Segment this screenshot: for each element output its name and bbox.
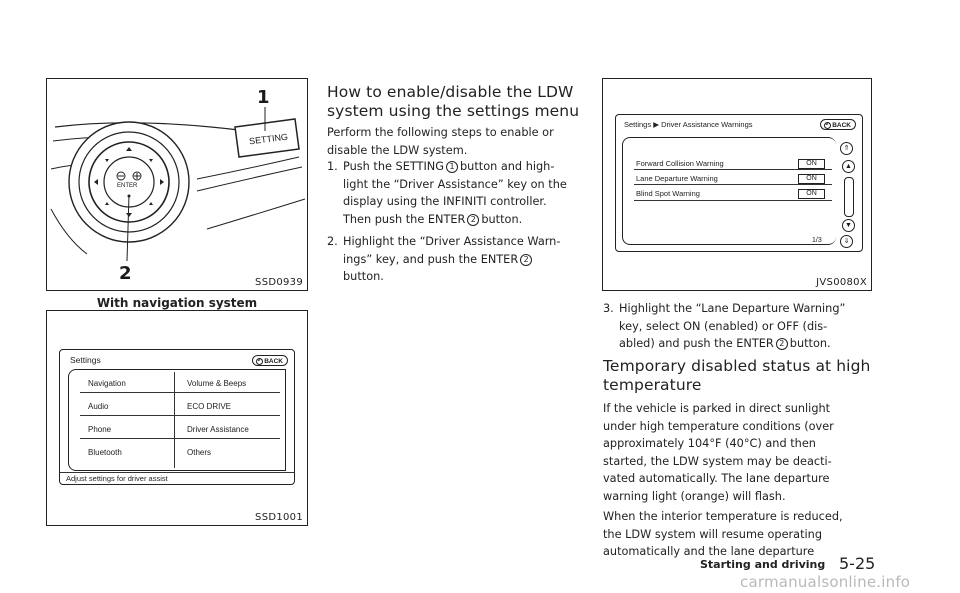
- enter-label: ENTER: [117, 183, 138, 189]
- figure-code: JVS0080X: [816, 277, 867, 288]
- step-2: 2. Highlight the “Driver Assistance Warn- ings” key, and push the ENTER 2 button.: [327, 235, 561, 283]
- menu-item-navigation[interactable]: Navigation: [88, 379, 126, 388]
- row-label-blind-spot[interactable]: Blind Spot Warning: [636, 189, 700, 198]
- menu-item-volume-beeps[interactable]: Volume & Beeps: [187, 379, 247, 388]
- back-arrow-icon: ↶: [257, 357, 262, 364]
- callout-2: 2: [119, 263, 132, 284]
- menu-item-eco-drive[interactable]: ECO DRIVE: [187, 402, 232, 411]
- menu-item-others[interactable]: Others: [187, 448, 212, 457]
- toggle-lane-departure[interactable]: ON: [798, 174, 825, 184]
- row-label-forward-collision[interactable]: Forward Collision Warning: [636, 159, 724, 168]
- figure-driver-assistance-warnings: [602, 78, 872, 291]
- paragraph-high-temperature: If the vehicle is parked in direct sunlight under high temperature conditions (over approximately 104°F (40°C) and then started, the LDW system may be deacti- vated automatically. The lane departure warning light (orange) will flash.: [603, 402, 834, 503]
- callout-2-icon: 2: [520, 254, 532, 266]
- figure-settings-menu: [46, 310, 308, 526]
- callout-1-icon: 1: [446, 161, 458, 173]
- scroll-top-icon[interactable]: ⇑: [840, 142, 853, 155]
- scroll-up-icon[interactable]: ▲: [842, 160, 855, 173]
- page-number: 5-25: [839, 554, 876, 573]
- controller-illustration: [47, 79, 307, 290]
- toggle-forward-collision[interactable]: ON: [798, 159, 825, 169]
- screen-title: Settings: [70, 355, 101, 365]
- figure-controller: [46, 78, 308, 291]
- scroll-down-icon[interactable]: ▼: [842, 219, 855, 232]
- setting-button-label: SETTING: [248, 131, 289, 147]
- callout-2-icon: 2: [776, 338, 788, 350]
- paragraph-resume: When the interior temperature is reduced, the LDW system will resume operating automatically and the lane departure: [603, 510, 843, 558]
- heading-temporary-disabled: Temporary disabled status at high temperature: [603, 357, 871, 394]
- screen-title: Settings ▶ Driver Assistance Warnings: [624, 120, 753, 129]
- pager-text: 1/3: [812, 237, 822, 244]
- step-3: 3. Highlight the “Lane Departure Warning” key, select ON (enabled) or OFF (dis- abled) and push the ENTER 2 button.: [603, 302, 846, 350]
- callout-1: 1: [257, 87, 270, 108]
- menu-item-phone[interactable]: Phone: [88, 425, 112, 434]
- back-button[interactable]: ↶ BACK: [252, 355, 288, 366]
- scrollbar[interactable]: [844, 177, 854, 217]
- menu-item-bluetooth[interactable]: Bluetooth: [88, 448, 122, 457]
- figure-code: SSD1001: [255, 512, 303, 523]
- callout-2-icon: 2: [467, 214, 479, 226]
- toggle-blind-spot[interactable]: ON: [798, 189, 825, 199]
- breadcrumb-arrow-icon: ▶: [653, 120, 659, 129]
- back-arrow-icon: ↶: [825, 121, 830, 128]
- watermark: carmanualsonline.info: [740, 573, 911, 591]
- menu-item-audio[interactable]: Audio: [88, 402, 109, 411]
- warnings-screen: [615, 114, 863, 252]
- intro-paragraph: Perform the following steps to enable or disable the LDW system.: [327, 126, 554, 157]
- settings-screen: [59, 349, 295, 485]
- figure-code: SSD0939: [255, 277, 303, 288]
- menu-item-driver-assistance[interactable]: Driver Assistance: [187, 425, 249, 434]
- status-bar-text: Adjust settings for driver assist: [66, 474, 168, 483]
- scroll-bottom-icon[interactable]: ⇓: [840, 235, 853, 248]
- figure-caption: With navigation system: [96, 296, 258, 310]
- row-label-lane-departure[interactable]: Lane Departure Warning: [636, 174, 718, 183]
- footer-section-title: Starting and driving: [700, 558, 826, 571]
- step-1: 1. Push the SETTING 1 button and high- light the “Driver Assistance” key on the display using the INFINITI controller. Then push the ENTER 2 button.: [327, 160, 567, 226]
- heading-enable-disable: How to enable/disable the LDW system using the settings menu: [327, 83, 580, 120]
- back-button[interactable]: ↶ BACK: [820, 119, 856, 130]
